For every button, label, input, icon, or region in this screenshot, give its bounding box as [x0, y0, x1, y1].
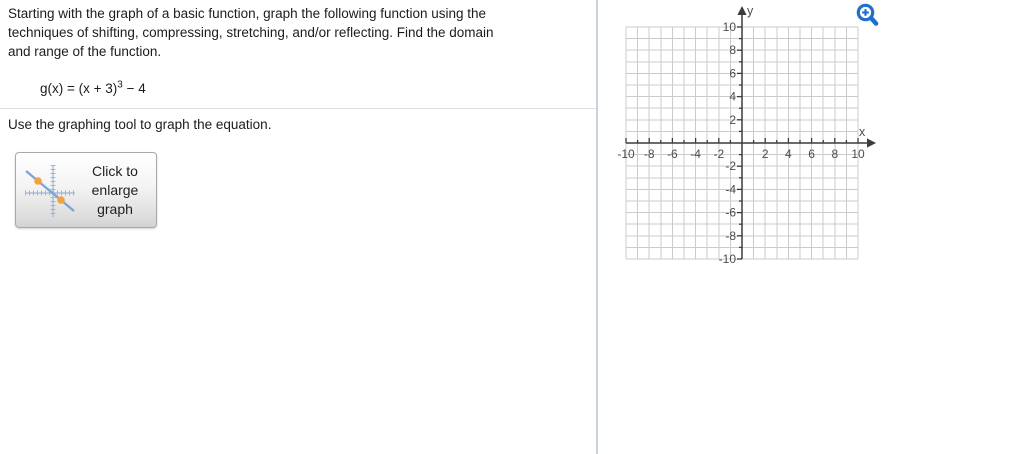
x-tick-label: 10 — [851, 147, 865, 161]
panel-divider — [596, 0, 598, 454]
y-tick-label: -4 — [725, 182, 736, 197]
x-tick-label: 8 — [831, 147, 839, 161]
problem-statement — [8, 4, 494, 61]
x-tick-label: -8 — [643, 147, 655, 161]
x-tick-label: -4 — [690, 147, 701, 161]
enlarge-graph-button[interactable] — [15, 152, 157, 228]
problem-line: and range of the function. — [8, 44, 162, 59]
y-tick-label: -6 — [725, 205, 736, 220]
function-equation — [40, 81, 146, 96]
y-tick-label: 6 — [729, 66, 736, 81]
enlarge-graph-button-label: Click to enlarge graph — [91, 162, 139, 217]
zoom-in-magnifier-icon[interactable] — [854, 2, 881, 29]
y-tick-label: 4 — [729, 89, 736, 104]
problem-line: Starting with the graph of a basic function, graph the following function using the — [8, 6, 487, 21]
x-tick-label: 2 — [761, 147, 769, 161]
equation-base: g(x) = (x + 3) — [40, 81, 118, 96]
x-axis-label: x — [859, 125, 866, 139]
x-tick-label: 6 — [808, 147, 815, 161]
coordinate-grid-graphing-tool[interactable] — [614, 0, 890, 270]
y-tick-label: 2 — [729, 112, 736, 127]
y-tick-label: -8 — [725, 228, 736, 243]
x-tick-label: -6 — [667, 147, 678, 161]
y-tick-label: -10 — [718, 252, 736, 266]
x-tick-label: 4 — [785, 147, 792, 161]
y-axis-arrowhead — [737, 6, 746, 15]
problem-line: techniques of shifting, compressing, stretching, and/or reflecting. Find the domain — [8, 25, 494, 40]
y-axis-label: y — [747, 4, 754, 18]
x-tick-label: -2 — [713, 147, 725, 161]
plot-point — [34, 177, 42, 185]
horizontal-divider — [0, 108, 597, 109]
x-axis-arrowhead — [867, 138, 876, 147]
y-tick-label: -2 — [725, 159, 736, 174]
x-tick-label: -10 — [617, 147, 635, 161]
equation-exponent: 3 — [117, 79, 123, 91]
y-tick-label: 10 — [722, 20, 736, 34]
graphing-instruction: Use the graphing tool to graph the equation. — [8, 117, 272, 132]
y-tick-label: 8 — [729, 43, 736, 58]
equation-suffix: − 4 — [122, 81, 146, 96]
line-graph-thumbnail-icon — [22, 158, 78, 222]
plot-point — [57, 196, 65, 204]
